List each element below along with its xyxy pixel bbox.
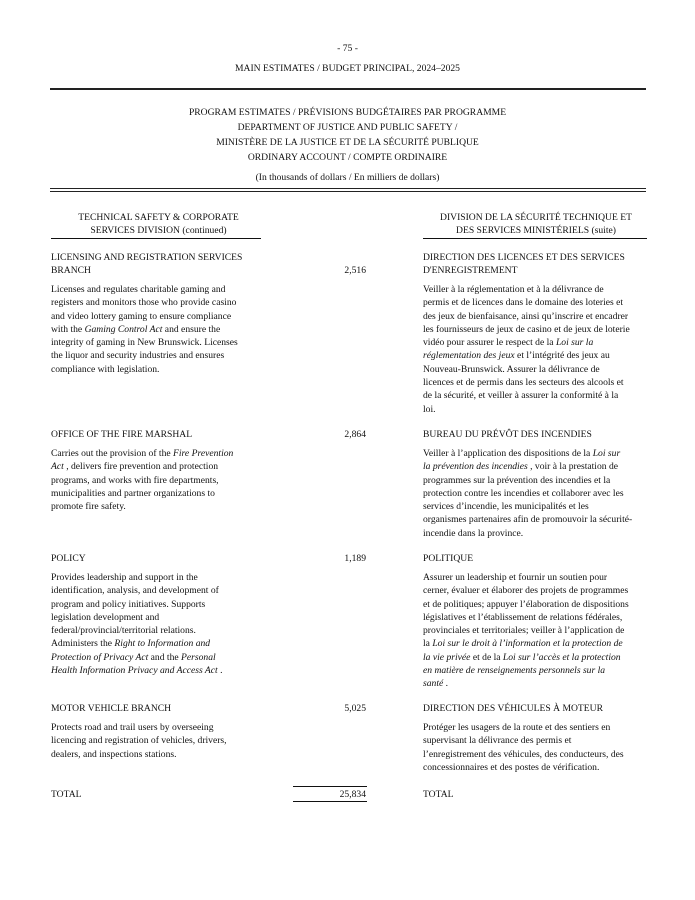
description-line: integrity of gaming in New Brunswick. Licenses — [51, 337, 238, 349]
program-title-en: MOTOR VEHICLE BRANCH — [51, 703, 172, 714]
description-line: program and policy initiatives. Supports — [51, 598, 206, 610]
description-line: Protéger les usagers de la route et des sentiers en — [423, 722, 611, 733]
description-line: organismes partenaires afin de promouvoir la sécurité- — [423, 514, 633, 526]
description-line: permis et de licences dans le domaine des loteries et — [423, 297, 624, 309]
total-rule-top — [293, 786, 367, 787]
description-line: réglementation des jeux et l’intégrité des jeux au — [423, 350, 610, 362]
program-description-en — [51, 283, 266, 376]
description-line: dealers, and inspections stations. — [51, 748, 177, 760]
program-title-fr: DIRECTION DES VÉHICULES À MOTEUR — [423, 703, 603, 714]
description-line: protection contre les incendies et collaborer avec les — [423, 487, 624, 499]
description-line: Health Information Privacy and Access Act . — [51, 665, 223, 677]
program-title-en: POLICY — [51, 553, 86, 564]
header-line-4: ORDINARY ACCOUNT / COMPTE ORDINAIRE — [247, 152, 448, 163]
description-line: et de politiques; appuyer l’élaboration de dispositions — [423, 598, 629, 610]
description-line: provinciales et territoriales; veiller à l’application de — [423, 625, 625, 637]
program-amount: 5,025 — [344, 703, 366, 714]
description-line: Veiller à la réglementation et à la délivrance de — [423, 284, 604, 295]
description-line: services d’incendie, les municipalités et les — [423, 501, 589, 513]
description-line: Administers the Right to Information and — [51, 638, 211, 650]
program-title-fr: BUREAU DU PRÉVÔT DES INCENDIES — [423, 429, 592, 440]
header-rule-top — [50, 88, 646, 90]
description-line: identification, analysis, and development of — [51, 585, 219, 597]
division-en-underline — [51, 238, 261, 239]
description-line: with the Gaming Control Act and ensure the — [51, 323, 221, 335]
description-line: la vie privée et de la Loi sur l’accès et la protection — [423, 651, 621, 663]
description-line: supervisant la délivrance des permis et — [423, 735, 572, 747]
program-title-en-line: LICENSING AND REGISTRATION SERVICES — [51, 252, 243, 263]
program-amount: 1,189 — [344, 553, 366, 564]
description-line: and video lottery gaming to ensure compliance — [51, 310, 232, 322]
description-line: compliance with legislation. — [51, 363, 160, 375]
program-amount: 2,864 — [344, 429, 366, 440]
program-title-en — [51, 251, 266, 278]
division-heading-en — [51, 211, 266, 238]
header-line-1: PROGRAM ESTIMATES / PRÉVISIONS BUDGÉTAIRES PAR PROGRAMME — [188, 107, 507, 118]
description-line: Protection of Privacy Act and the Personal — [51, 651, 216, 663]
description-line: en matière de renseignements personnels sur la — [423, 665, 606, 677]
description-line: l’enregistrement des véhicules, des conducteurs, des — [423, 748, 624, 760]
description-line: cerner, évaluer et élaborer des projets de programmes — [423, 585, 629, 597]
description-line: programs, and works with fire departments, — [51, 474, 219, 486]
description-line: concessionnaires et des postes de vérification. — [423, 761, 600, 773]
program-description-fr — [423, 447, 649, 540]
total-label-en: TOTAL — [51, 789, 82, 800]
description-line: federal/provincial/territorial relations. — [51, 625, 196, 637]
program-title-en: OFFICE OF THE FIRE MARSHAL — [51, 429, 193, 440]
header-line-3: MINISTÈRE DE LA JUSTICE ET DE LA SÉCURITÉ PUBLIQUE — [216, 137, 479, 148]
description-line: législatives et l’établissement de relations fédérales, — [423, 611, 623, 623]
program-description-fr — [423, 721, 649, 774]
description-line: la Loi sur le droit à l’information et la protection de — [423, 638, 623, 650]
header-line-2: DEPARTMENT OF JUSTICE AND PUBLIC SAFETY / — [237, 122, 458, 133]
description-line: municipalities and partner organizations to — [51, 487, 215, 499]
total-amount: 25,834 — [339, 789, 366, 800]
program-description-en — [51, 571, 266, 677]
description-line: Provides leadership and support in the — [51, 572, 198, 583]
description-line: registers and monitors those who provide casino — [51, 297, 237, 309]
program-title-fr-line: DIRECTION DES LICENCES ET DES SERVICES — [423, 252, 625, 263]
program-description-fr — [423, 571, 649, 691]
description-line: licences et de permis dans les secteurs des alcools et — [423, 377, 624, 389]
description-line: incendie dans la province. — [423, 527, 524, 539]
description-line: vidéo pour assurer le respect de la Loi sur la — [423, 337, 594, 349]
description-line: licencing and registration of vehicles, drivers, — [51, 735, 227, 747]
description-line: la prévention des incendies , voir à la prestation de — [423, 461, 619, 473]
description-line: de la sécurité, et veiller à assurer la conformité à la — [423, 390, 619, 402]
program-title-en-line: BRANCH — [51, 265, 91, 277]
description-line: les fournisseurs de jeux de casino et de jeux de loterie — [423, 323, 630, 335]
description-line: Veiller à l’application des dispositions de la Loi sur — [423, 448, 621, 459]
units-note: (In thousands of dollars / En milliers de dollars) — [255, 172, 440, 183]
program-amount: 2,516 — [344, 265, 366, 276]
header-rule-1 — [50, 188, 646, 189]
program-title-fr — [423, 251, 649, 278]
total-rule-bottom — [293, 801, 367, 802]
description-line: programmes sur la prévention des incendies et la — [423, 474, 611, 486]
description-line: santé . — [423, 678, 449, 690]
description-line: Protects road and trail users by overseeing — [51, 722, 214, 733]
program-title-fr-line: D'ENREGISTREMENT — [423, 265, 518, 277]
description-line: the liquor and security industries and ensures — [51, 350, 225, 362]
division-heading-en-line-2: SERVICES DIVISION (continued) — [90, 225, 227, 237]
division-heading-en-line-1: TECHNICAL SAFETY & CORPORATE — [78, 212, 239, 223]
program-title-fr: POLITIQUE — [423, 553, 474, 564]
description-line: Nouveau-Brunswick. Assurer la délivrance de — [423, 363, 600, 375]
program-description-en — [51, 721, 266, 761]
division-heading-fr — [423, 211, 649, 238]
description-line: Assurer un leadership et fournir un soutien pour — [423, 572, 608, 583]
page-number: - 75 - — [337, 43, 358, 54]
description-line: des jeux de bienfaisance, ainsi qu’inscrire et encadrer — [423, 310, 629, 322]
header-rule-2 — [50, 191, 646, 192]
total-label-fr: TOTAL — [423, 789, 454, 800]
description-line: Act , delivers fire prevention and protection — [51, 461, 219, 473]
division-heading-fr-line-1: DIVISION DE LA SÉCURITÉ TECHNIQUE ET — [440, 212, 632, 223]
description-line: Licenses and regulates charitable gaming and — [51, 284, 226, 295]
description-line: Carries out the provision of the Fire Prevention — [51, 448, 234, 459]
running-title: MAIN ESTIMATES / BUDGET PRINCIPAL, 2024–2025 — [235, 63, 460, 74]
program-description-en — [51, 447, 266, 513]
division-fr-underline — [423, 238, 647, 239]
program-description-fr — [423, 283, 649, 416]
description-line: legislation development and — [51, 611, 160, 623]
division-heading-fr-line-2: DES SERVICES MINISTÉRIELS (suite) — [456, 225, 616, 237]
description-line: loi. — [423, 403, 436, 415]
description-line: promote fire safety. — [51, 501, 126, 513]
